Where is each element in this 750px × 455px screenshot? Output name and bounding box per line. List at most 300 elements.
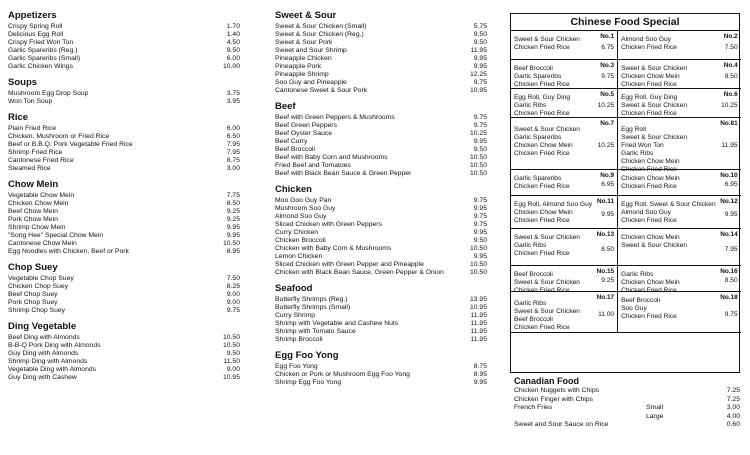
canadian-item: [514, 387, 740, 396]
item-price: 9.00: [226, 366, 240, 373]
item-price: 10.50: [469, 154, 487, 161]
item-price: 8.75: [473, 363, 487, 370]
item-name: Garlic Spareribs (Small): [8, 55, 81, 62]
combo-item: Sweet & Sour Chicken: [621, 102, 688, 109]
canadian-food-section: [514, 376, 740, 430]
combo-item: Egg Roll, Sweet & Sour Chicken: [621, 201, 716, 208]
section-title: Soups: [8, 77, 38, 88]
item-price: 10.50: [469, 170, 487, 177]
canadian-item: [514, 404, 740, 413]
item-price: 13.95: [469, 296, 487, 303]
item-name: Egg Noodles with Chicken, Beef or Pork: [8, 248, 129, 255]
item-price: 9.50: [226, 350, 240, 357]
item-name: Pork Chop Suey: [8, 299, 58, 306]
item-name: Pineapple Chicken: [275, 55, 332, 62]
item-name: Butterfly Shrimps (Small): [275, 304, 351, 311]
combo-number: No.1: [600, 33, 615, 40]
section-title: Chicken: [275, 184, 312, 195]
combo-number: No.5: [600, 91, 615, 98]
combo-number: No.7: [600, 120, 615, 127]
menu-item: [275, 304, 487, 312]
menu-item: [275, 363, 487, 371]
item-price: 7.25: [726, 395, 740, 403]
item-name: Pineapple Pork: [275, 63, 322, 70]
combo-item: Chicken Fried Rice: [514, 287, 570, 294]
combo-no-17: [511, 292, 618, 333]
item-price: 9.95: [226, 232, 240, 239]
item-price: 9.75: [473, 197, 487, 204]
item-name: Vegetable Ding with Almonds: [8, 366, 97, 373]
menu-item: [275, 146, 487, 154]
menu-item: [275, 320, 487, 328]
combo-number: No.16: [720, 268, 738, 275]
combo-item: Sweet & Sour Chicken: [621, 242, 688, 249]
section-title: Sweet & Sour: [275, 10, 337, 21]
item-price: 10.95: [469, 87, 487, 94]
section-seafood: [275, 283, 487, 344]
combo-item: Garlic Ribs: [621, 271, 654, 278]
menu-item: [275, 87, 487, 95]
combo-price: 9.95: [601, 211, 615, 218]
combo-no-14: [618, 229, 741, 266]
combo-item: Soo Guy: [621, 305, 647, 312]
combo-price: 11.00: [598, 311, 615, 318]
item-price: 3.00: [226, 165, 240, 172]
menu-item: [275, 221, 487, 229]
menu-item: [8, 133, 240, 141]
item-size: [646, 387, 706, 396]
item-price: 3.95: [226, 98, 240, 105]
menu-item: [275, 245, 487, 253]
item-name: Almond Soo Guy: [275, 213, 327, 220]
item-name: Guy Ding with Almonds: [8, 350, 79, 357]
combo-item: Chicken Fried Rice: [621, 44, 677, 51]
combo-item: Chicken Fried Rice: [514, 217, 570, 224]
section-title: Beef: [275, 101, 296, 112]
menu-item: [275, 213, 487, 221]
item-name: B-B-Q Pork Ding with Almonds: [8, 342, 101, 349]
combo-no-13: [511, 229, 618, 266]
item-name: Sliced Chicken with Green Pepper and Pineapple: [275, 261, 424, 268]
menu-item: [275, 336, 487, 344]
item-price: 11.95: [470, 47, 487, 54]
item-price: 7.95: [226, 149, 240, 156]
item-name: Beef Broccoli: [275, 146, 316, 153]
menu-item: [8, 39, 240, 47]
combo-price: 8.50: [601, 246, 615, 253]
item-price: 9.75: [226, 307, 240, 314]
item-name: Lemon Chicken: [275, 253, 323, 260]
menu-item: [8, 141, 240, 149]
menu-item: [8, 200, 240, 208]
item-price: 11.95: [470, 320, 487, 327]
menu-item: [275, 122, 487, 130]
menu-item: [8, 47, 240, 55]
item-price: 9.75: [473, 221, 487, 228]
item-name: Beef Ding with Almonds: [8, 334, 80, 341]
item-name: Soo Guy and Pineapple: [275, 79, 347, 86]
combo-number: No.3: [600, 62, 615, 69]
item-price: 3.75: [226, 90, 240, 97]
item-price: 9.50: [226, 47, 240, 54]
item-name: Mushroom Egg Drop Soup: [8, 90, 89, 97]
item-price: 9.75: [473, 79, 487, 86]
item-size: Small: [646, 404, 663, 411]
section-title: Chop Suey: [8, 262, 58, 273]
item-name: Sliced Chicken with Green Peppers: [275, 221, 382, 228]
item-name: Beef Chop Suey: [8, 291, 58, 298]
item-name: "Song Hee" Special Chow Mein: [8, 232, 104, 239]
item-price: 9.75: [473, 213, 487, 220]
combo-no-11: [511, 196, 618, 229]
item-price: 10.50: [222, 334, 240, 341]
item-name: Crispy Spring Roll: [8, 23, 63, 30]
item-price: 6.00: [226, 55, 240, 62]
menu-item: [275, 229, 487, 237]
menu-item: [275, 197, 487, 205]
menu-item: [8, 240, 240, 248]
menu-item: [8, 216, 240, 224]
combo-item: Garlic Spareribs: [514, 134, 562, 141]
menu-item: [8, 299, 240, 307]
item-price: 8.25: [226, 283, 240, 290]
item-price: 10.50: [222, 240, 240, 247]
combo-no-6: [618, 89, 741, 118]
item-price: 9.95: [473, 55, 487, 62]
combo-price: 6.95: [724, 181, 738, 188]
menu-item: [8, 224, 240, 232]
item-name: Chicken Nuggets with Chips: [514, 387, 600, 394]
combo-number: No.15: [596, 268, 615, 275]
item-name: Vegetable Chow Mein: [8, 192, 75, 199]
menu-item: [8, 125, 240, 133]
combo-item: Garlic Spareribs: [514, 175, 562, 182]
item-name: Shrimp Broccoli: [275, 336, 323, 343]
section-soups: [8, 77, 240, 106]
canadian-item: [514, 413, 740, 422]
item-price: 10.50: [469, 269, 487, 276]
combo-item: Beef Broccoli: [514, 65, 553, 72]
item-name: Beef Oyster Sauce: [275, 130, 333, 137]
combo-item: Beef Broccoli: [514, 316, 553, 323]
menu-item: [275, 170, 487, 178]
combo-no-3: [511, 60, 618, 89]
item-name: Vegetable Chop Suey: [8, 275, 74, 282]
canadian-title: Canadian Food: [514, 376, 579, 386]
item-name: Sweet & Sour Chicken (Reg.): [275, 31, 364, 38]
menu-item: [275, 237, 487, 245]
combo-item: Chicken Chow Mein: [621, 279, 680, 286]
menu-item: [275, 379, 487, 387]
item-price: 9.95: [226, 224, 240, 231]
menu-item: [275, 114, 487, 122]
menu-item: [8, 90, 240, 98]
menu-item: [8, 283, 240, 291]
combo-number: No.14: [720, 231, 738, 238]
item-name: Shrimp with Tomato Sauce: [275, 328, 356, 335]
item-size: [646, 396, 706, 405]
combo-number: No.2: [723, 33, 738, 40]
item-name: Beef with Baby Corn and Mushrooms: [275, 154, 388, 161]
item-price: 9.50: [473, 31, 487, 38]
item-price: 10.95: [469, 304, 487, 311]
item-name: Crispy Fried Won Ton: [8, 39, 74, 46]
item-name: Sweet & Sour Pork: [275, 39, 333, 46]
item-price: 9.50: [473, 146, 487, 153]
combo-item: Chicken Chow Mein: [514, 209, 573, 216]
combo-item: Chicken Fried Rice: [514, 324, 570, 331]
item-price: 11.95: [470, 328, 487, 335]
combo-number: No.17: [596, 294, 615, 301]
combo-item: Egg Roll, Guy Ding: [621, 94, 678, 101]
section-chicken: [275, 184, 487, 277]
section-title: Egg Foo Yong: [275, 350, 339, 361]
menu-item: [275, 39, 487, 47]
item-name: Pork Chow Mein: [8, 216, 58, 223]
chinese-food-special-box: [510, 13, 740, 373]
combo-item: Fried Won Ton: [621, 142, 664, 149]
item-name: [514, 413, 646, 422]
combo-item: Chicken Fried Rice: [621, 287, 677, 294]
menu-item: [275, 296, 487, 304]
combo-item: Egg Roll, Almond Soo Guy: [514, 201, 593, 208]
item-price: 9.95: [473, 205, 487, 212]
combo-number: No.13: [596, 231, 615, 238]
combo-number: No.11: [597, 198, 615, 205]
combo-number: No.12: [720, 198, 738, 205]
combo-item: Egg Roll, Guy Ding: [514, 94, 571, 101]
combo-item: Chicken Fried Rice: [514, 183, 570, 190]
menu-item: [8, 291, 240, 299]
combo-number: No.6: [723, 91, 738, 98]
canadian-items: [514, 387, 740, 430]
menu-item: [275, 154, 487, 162]
item-name: Egg Foo Yong: [275, 363, 318, 370]
menu-item: [275, 371, 487, 379]
item-name: Cantonese Fried Rice: [8, 157, 74, 164]
item-name: Fried Beef and Tomatoes: [275, 162, 351, 169]
combo-item: Chicken Fried Rice: [621, 166, 677, 173]
combo-no-4: [618, 60, 741, 89]
item-price: 1.70: [226, 23, 240, 30]
item-name: Beef with Green Peppers & Mushrooms: [275, 114, 395, 121]
item-name: Shrimp Chow Mein: [8, 224, 66, 231]
menu-item: [8, 31, 240, 39]
item-price: 9.25: [226, 208, 240, 215]
menu-item: [275, 261, 487, 269]
section-title: Ding Vegetable: [8, 321, 77, 332]
item-name: Shrimp Ding with Almonds: [8, 358, 88, 365]
item-name: Sweet and Sour Sauce on Rice: [514, 421, 609, 428]
combo-item: Chicken Fried Rice: [621, 110, 677, 117]
menu-item: [275, 253, 487, 261]
item-price: 7.95: [226, 141, 240, 148]
item-name: Plain Fried Rice: [8, 125, 56, 132]
menu-item: [275, 71, 487, 79]
item-name: Chicken Chow Mein: [8, 200, 69, 207]
item-name: Chicken Finger with Chips: [514, 395, 593, 403]
item-name: Butterfly Shrimps (Reg.): [275, 296, 348, 303]
item-name: Moo Goo Guy Pan: [275, 197, 332, 204]
section-sweet-sour: [275, 10, 487, 95]
item-name: Beef Green Peppers: [275, 122, 337, 129]
menu-column-left: [8, 10, 240, 388]
item-name: Shrimp Chop Suey: [8, 307, 66, 314]
item-name: Beef or B.B.Q. Pork Vegetable Fried Rice: [8, 141, 133, 148]
item-name: Guy Ding with Cashew: [8, 374, 77, 381]
section-title: Chow Mein: [8, 179, 59, 190]
menu-item: [8, 192, 240, 200]
combo-item: Chicken Chow Mein: [514, 142, 573, 149]
item-price: 9.95: [473, 379, 487, 386]
item-name: Chicken, Mushroom or Fried Rice: [8, 133, 110, 140]
combo-item: Garlic Ribs: [514, 102, 547, 109]
item-price: 0.60: [726, 421, 740, 428]
item-name: Shrimp Fried Rice: [8, 149, 63, 156]
combo-no-81: [618, 118, 741, 173]
menu-item: [8, 307, 240, 315]
combo-item: Chicken Chow Mein: [621, 73, 680, 80]
special-title: Chinese Food Special: [511, 14, 739, 31]
item-name: Beef with Black Bean Sauce & Green Pepper: [275, 170, 412, 177]
combo-price: 10.25: [597, 142, 615, 149]
item-name: Garlic Spareribs (Reg.): [8, 47, 78, 54]
item-name: Delicious Egg Roll: [8, 31, 64, 38]
combo-item: Egg Roll: [621, 126, 647, 133]
combo-item: Garlic Spareribs: [514, 73, 562, 80]
combo-item: Garlic Ribs: [621, 150, 654, 157]
canadian-item: [514, 421, 740, 430]
combo-item: Garlic Ribs: [514, 242, 547, 249]
combo-item: Chicken Chow Mein: [621, 158, 680, 165]
combo-item: Sweet & Sour Chicken: [621, 65, 688, 72]
menu-item: [8, 23, 240, 31]
item-price: 9.95: [473, 229, 487, 236]
item-name: Pineapple Shrimp: [275, 71, 329, 78]
menu-item: [8, 350, 240, 358]
combo-number: No.9: [600, 172, 615, 179]
item-price: 12.25: [469, 71, 487, 78]
menu-item: [275, 63, 487, 71]
menu-item: [8, 149, 240, 157]
section-title: Seafood: [275, 283, 313, 294]
item-price: 8.95: [226, 248, 240, 255]
item-name: Beef Curry: [275, 138, 308, 145]
combo-number: No.4: [723, 62, 738, 69]
item-name: Chicken Chop Suey: [8, 283, 69, 290]
combo-number: No.81: [720, 120, 738, 127]
menu-item: [8, 165, 240, 173]
item-price: 10.50: [222, 342, 240, 349]
item-name: Cantonese Sweet & Sour Pork: [275, 87, 368, 94]
item-price: 4.50: [226, 39, 240, 46]
canadian-item: [514, 396, 740, 405]
item-name: Chicken with Baby Corn & Mushrooms: [275, 245, 392, 252]
combo-item: Chicken Chow Mein: [621, 234, 680, 241]
menu-item: [275, 31, 487, 39]
combo-item: Chicken Fried Rice: [514, 250, 570, 257]
section-chop-suey: [8, 262, 240, 315]
combo-price: 7.50: [724, 44, 738, 51]
combo-item: Chicken Fried Rice: [514, 81, 570, 88]
item-price: 7.25: [726, 387, 740, 394]
item-price: 6.50: [226, 133, 240, 140]
item-name: Chicken or Pork or Mushroom Egg Foo Yong: [275, 371, 410, 378]
item-price: 8.50: [226, 200, 240, 207]
menu-item: [275, 47, 487, 55]
combo-item: Chicken Fried Rice: [514, 110, 570, 117]
item-name: Cantonese Chow Mein: [8, 240, 77, 247]
combo-no-1: [511, 31, 618, 60]
combo-item: Sweet & Sour Chicken: [514, 279, 580, 286]
item-price: 3.00: [726, 404, 740, 411]
item-name: Mushroom Soo Guy: [275, 205, 336, 212]
combo-price: 7.95: [724, 246, 738, 253]
combo-no-10: [618, 170, 741, 196]
item-name: Curry Shrimp: [275, 312, 316, 319]
combo-item: Almond Soo Guy: [621, 36, 671, 43]
item-price: 10.50: [469, 162, 487, 169]
section-beef: [275, 101, 487, 178]
combo-no-5: [511, 89, 618, 118]
combo-price: 8.50: [724, 277, 738, 284]
combo-item: Chicken Fried Rice: [514, 150, 570, 157]
item-price: 6.00: [226, 125, 240, 132]
combo-price: 10.25: [721, 102, 738, 109]
combo-item: Garlic Ribs: [514, 300, 547, 307]
combo-no-2: [618, 31, 741, 60]
item-price: 9.50: [473, 39, 487, 46]
menu-item: [8, 275, 240, 283]
menu-item: [8, 342, 240, 350]
combo-item: Chicken Fried Rice: [621, 183, 677, 190]
item-price: 11.95: [470, 336, 487, 343]
combo-no-7: [511, 118, 618, 170]
item-price: 9.95: [473, 63, 487, 70]
menu-item: [275, 162, 487, 170]
menu-item: [8, 55, 240, 63]
item-price: 9.50: [473, 237, 487, 244]
combo-grid: [511, 31, 739, 333]
menu-item: [275, 269, 487, 277]
item-price: 7.75: [226, 192, 240, 199]
item-name: Sweet and Sour Shrimp: [275, 47, 347, 54]
item-price: 10.50: [469, 245, 487, 252]
item-name: Won Ton Soup: [8, 98, 53, 105]
combo-item: Almond Soo Guy: [621, 209, 671, 216]
combo-price: 9.25: [601, 277, 615, 284]
item-price: 11.50: [223, 358, 240, 365]
item-name: Sweet & Sour Chicken (Small): [275, 23, 367, 30]
combo-no-16: [618, 266, 741, 292]
section-rice: [8, 112, 240, 173]
item-name: Shrimp Egg Foo Yong: [275, 379, 342, 386]
combo-price: 6.75: [601, 44, 615, 51]
combo-price: 10.25: [597, 102, 615, 109]
item-price: 10.25: [469, 130, 487, 137]
menu-item: [275, 55, 487, 63]
item-size: Large: [646, 412, 664, 420]
menu-item: [275, 312, 487, 320]
menu-column-middle: [275, 10, 487, 393]
section-ding-vegetable: [8, 321, 240, 382]
combo-price: 6.95: [601, 181, 615, 188]
menu-item: [275, 138, 487, 146]
item-price: 9.75: [473, 114, 487, 121]
combo-price: 9.75: [601, 73, 615, 80]
menu-item: [8, 334, 240, 342]
item-price: 9.95: [473, 253, 487, 260]
